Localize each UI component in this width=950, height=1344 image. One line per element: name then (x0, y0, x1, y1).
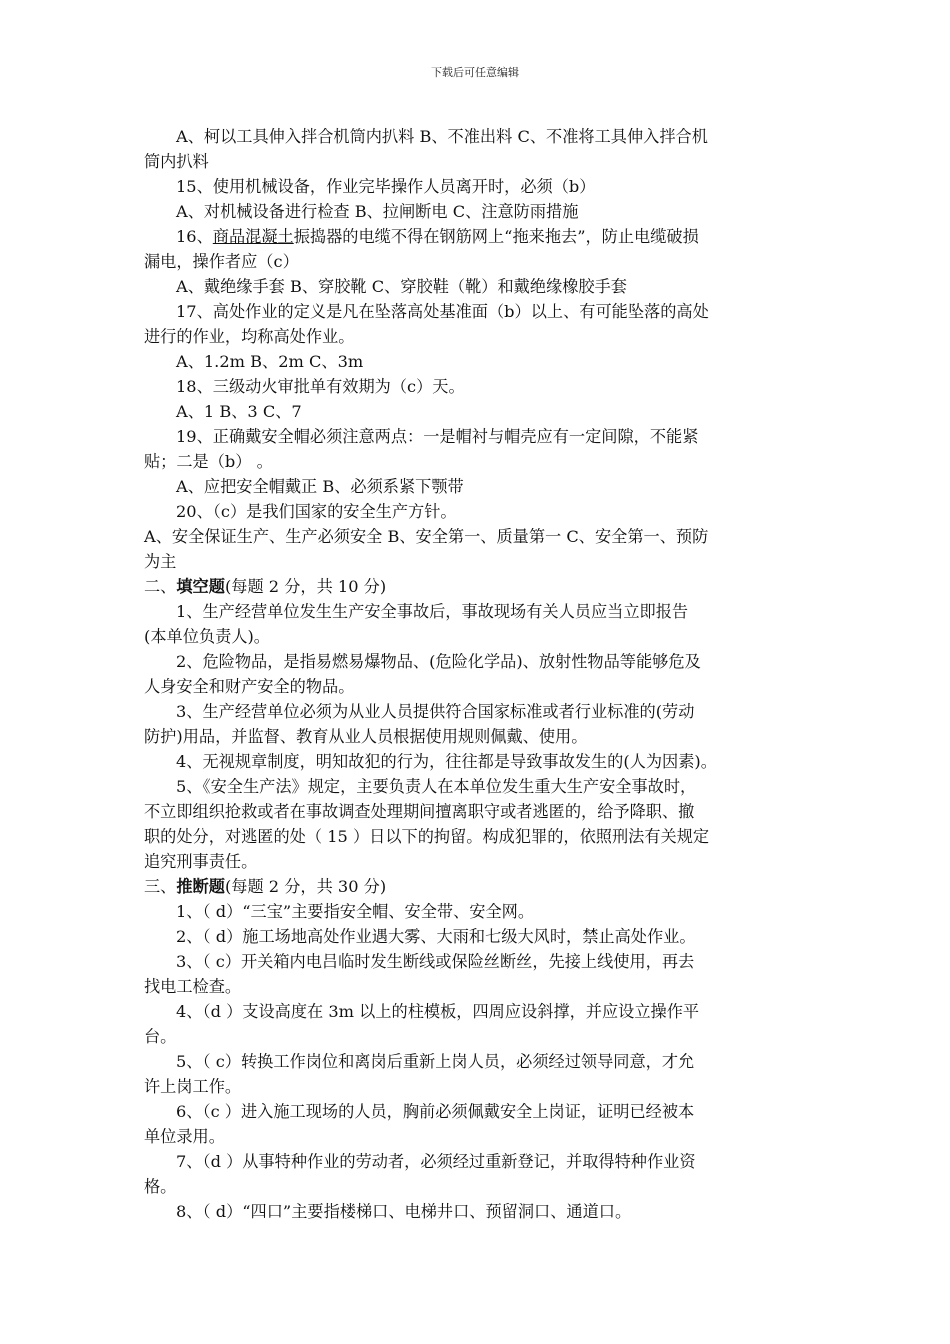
line-text: 15、使用机械设备，作业完毕操作人员离开时，必须（b） (176, 177, 596, 196)
line-text: (每题 2 分，共 30 分) (224, 877, 387, 896)
line-text: 4、（d ）支设高度在 3m 以上的柱模板，四周应设斜撑，并应设立操作平 (176, 1002, 700, 1021)
text-line (144, 1124, 814, 1149)
text-line (144, 1099, 814, 1124)
text-line (144, 349, 814, 374)
line-text: A、1 B、3 C、7 (176, 402, 302, 421)
hyperlink[interactable]: 商品混凝土 (212, 227, 294, 246)
text-line (144, 499, 814, 524)
text-line (144, 599, 814, 624)
text-line (144, 274, 814, 299)
text-line (144, 399, 814, 424)
line-text: 找电工检查。 (144, 977, 242, 996)
text-line (144, 424, 814, 449)
line-text: 许上岗工作。 (144, 1077, 242, 1096)
text-line (144, 249, 814, 274)
line-text: A、1.2m B、2m C、3m (176, 352, 364, 371)
line-text: A、柯以工具伸入拌合机筒内扒料 B、不准出料 C、不准将工具伸入拌合机 (176, 127, 708, 146)
line-text: (本单位负责人)。 (144, 627, 270, 646)
line-text: (每题 2 分，共 10 分) (224, 577, 387, 596)
line-text: 3、生产经营单位必须为从业人员提供符合国家标准或者行业标准的(劳动 (176, 702, 695, 721)
text-line (144, 1074, 814, 1099)
line-text: 19、正确戴安全帽必须注意两点：一是帽衬与帽壳应有一定间隙，不能紧 (176, 427, 699, 446)
text-line (144, 524, 814, 549)
line-prefix: 三、 (144, 877, 177, 896)
text-line (144, 699, 814, 724)
line-text: 5、《安全生产法》规定，主要负责人在本单位发生重大生产安全事故时， (176, 777, 697, 796)
page-header: 下载后可任意编辑 (431, 66, 519, 79)
text-line (144, 149, 814, 174)
line-text: 18、三级动火审批单有效期为（c）天。 (176, 377, 465, 396)
line-text: 8、（ d）“四口”主要指楼梯口、电梯井口、预留洞口、通道口。 (176, 1202, 632, 1221)
text-line (144, 474, 814, 499)
text-line (144, 899, 814, 924)
text-line (144, 874, 814, 899)
line-text: 3、（ c）开关箱内电吕临时发生断线或保险丝断丝，先接上线使用，再去 (176, 952, 695, 971)
line-text: 贴；二是（b） 。 (144, 452, 273, 471)
text-line (144, 1024, 814, 1049)
text-line (144, 799, 814, 824)
line-text: 6、（c ）进入施工现场的人员，胸前必须佩戴安全上岗证，证明已经被本 (176, 1102, 695, 1121)
text-line (144, 124, 814, 149)
text-line (144, 374, 814, 399)
line-text: 筒内扒料 (144, 152, 209, 171)
line-text: 4、无视规章制度，明知故犯的行为，往往都是导致事故发生的(人为因素)。 (176, 752, 717, 771)
line-text: 为主 (144, 552, 177, 571)
text-line (144, 199, 814, 224)
section-heading: 推断题 (176, 877, 225, 896)
text-line (144, 624, 814, 649)
text-line (144, 774, 814, 799)
text-line (144, 674, 814, 699)
text-line (144, 999, 814, 1024)
line-text: 5、（ c）转换工作岗位和离岗后重新上岗人员，必须经过领导同意，才允 (176, 1052, 695, 1071)
text-line (144, 549, 814, 574)
text-line (144, 174, 814, 199)
text-line (144, 849, 814, 874)
text-line (144, 1174, 814, 1199)
line-text: 不立即组织抢救或者在事故调查处理期间擅离职守或者逃匿的，给予降职、撤 (144, 802, 695, 821)
text-line (144, 749, 814, 774)
text-line (144, 924, 814, 949)
line-text: A、戴绝缘手套 B、穿胶靴 C、穿胶鞋（靴）和戴绝缘橡胶手套 (176, 277, 627, 296)
text-line (144, 724, 814, 749)
line-text: 1、生产经营单位发生生产安全事故后，事故现场有关人员应当立即报告 (176, 602, 689, 621)
text-line (144, 574, 814, 599)
text-line (144, 949, 814, 974)
line-text: A、对机械设备进行检查 B、拉闸断电 C、注意防雨措施 (176, 202, 579, 221)
text-line (144, 1199, 814, 1224)
line-prefix: 16、 (176, 227, 213, 246)
document-body (144, 124, 814, 1224)
line-prefix: 二、 (144, 577, 177, 596)
line-text: 振捣器的电缆不得在钢筋网上“拖来拖去”，防止电缆破损 (293, 227, 699, 246)
line-text: 格。 (144, 1177, 177, 1196)
line-text: 2、（ d）施工场地高处作业遇大雾、大雨和七级大风时，禁止高处作业。 (176, 927, 696, 946)
text-line (144, 824, 814, 849)
line-text: 追究刑事责任。 (144, 852, 258, 871)
line-text: 漏电，操作者应（c） (144, 252, 299, 271)
text-line (144, 299, 814, 324)
line-text: 进行的作业，均称高处作业。 (144, 327, 355, 346)
text-line (144, 1149, 814, 1174)
text-line (144, 324, 814, 349)
line-text: A、安全保证生产、生产必须安全 B、安全第一、质量第一 C、安全第一、预防 (144, 527, 709, 546)
line-text: 防护)用品，并监督、教育从业人员根据使用规则佩戴、使用。 (144, 727, 588, 746)
line-text: 单位录用。 (144, 1127, 225, 1146)
text-line (144, 449, 814, 474)
line-text: 20、（c）是我们国家的安全生产方针。 (176, 502, 457, 521)
line-text: 2、危险物品，是指易燃易爆物品、(危险化学品)、放射性物品等能够危及 (176, 652, 701, 671)
line-text: 台。 (144, 1027, 177, 1046)
text-line (144, 224, 814, 249)
line-text: 职的处分，对逃匿的处（ 15 ）日以下的拘留。构成犯罪的，依照刑法有关规定 (144, 827, 710, 846)
line-text: 7、（d ）从事特种作业的劳动者，必须经过重新登记，并取得特种作业资 (176, 1152, 696, 1171)
section-heading: 填空题 (176, 577, 225, 596)
line-text: 人身安全和财产安全的物品。 (144, 677, 355, 696)
line-text: 1、（ d）“三宝”主要指安全帽、安全带、安全网。 (176, 902, 535, 921)
line-text: A、应把安全帽戴正 B、必须系紧下颚带 (176, 477, 464, 496)
text-line (144, 1049, 814, 1074)
text-line (144, 974, 814, 999)
line-text: 17、高处作业的定义是凡在坠落高处基准面（b）以上、有可能坠落的高处 (176, 302, 709, 321)
text-line (144, 649, 814, 674)
